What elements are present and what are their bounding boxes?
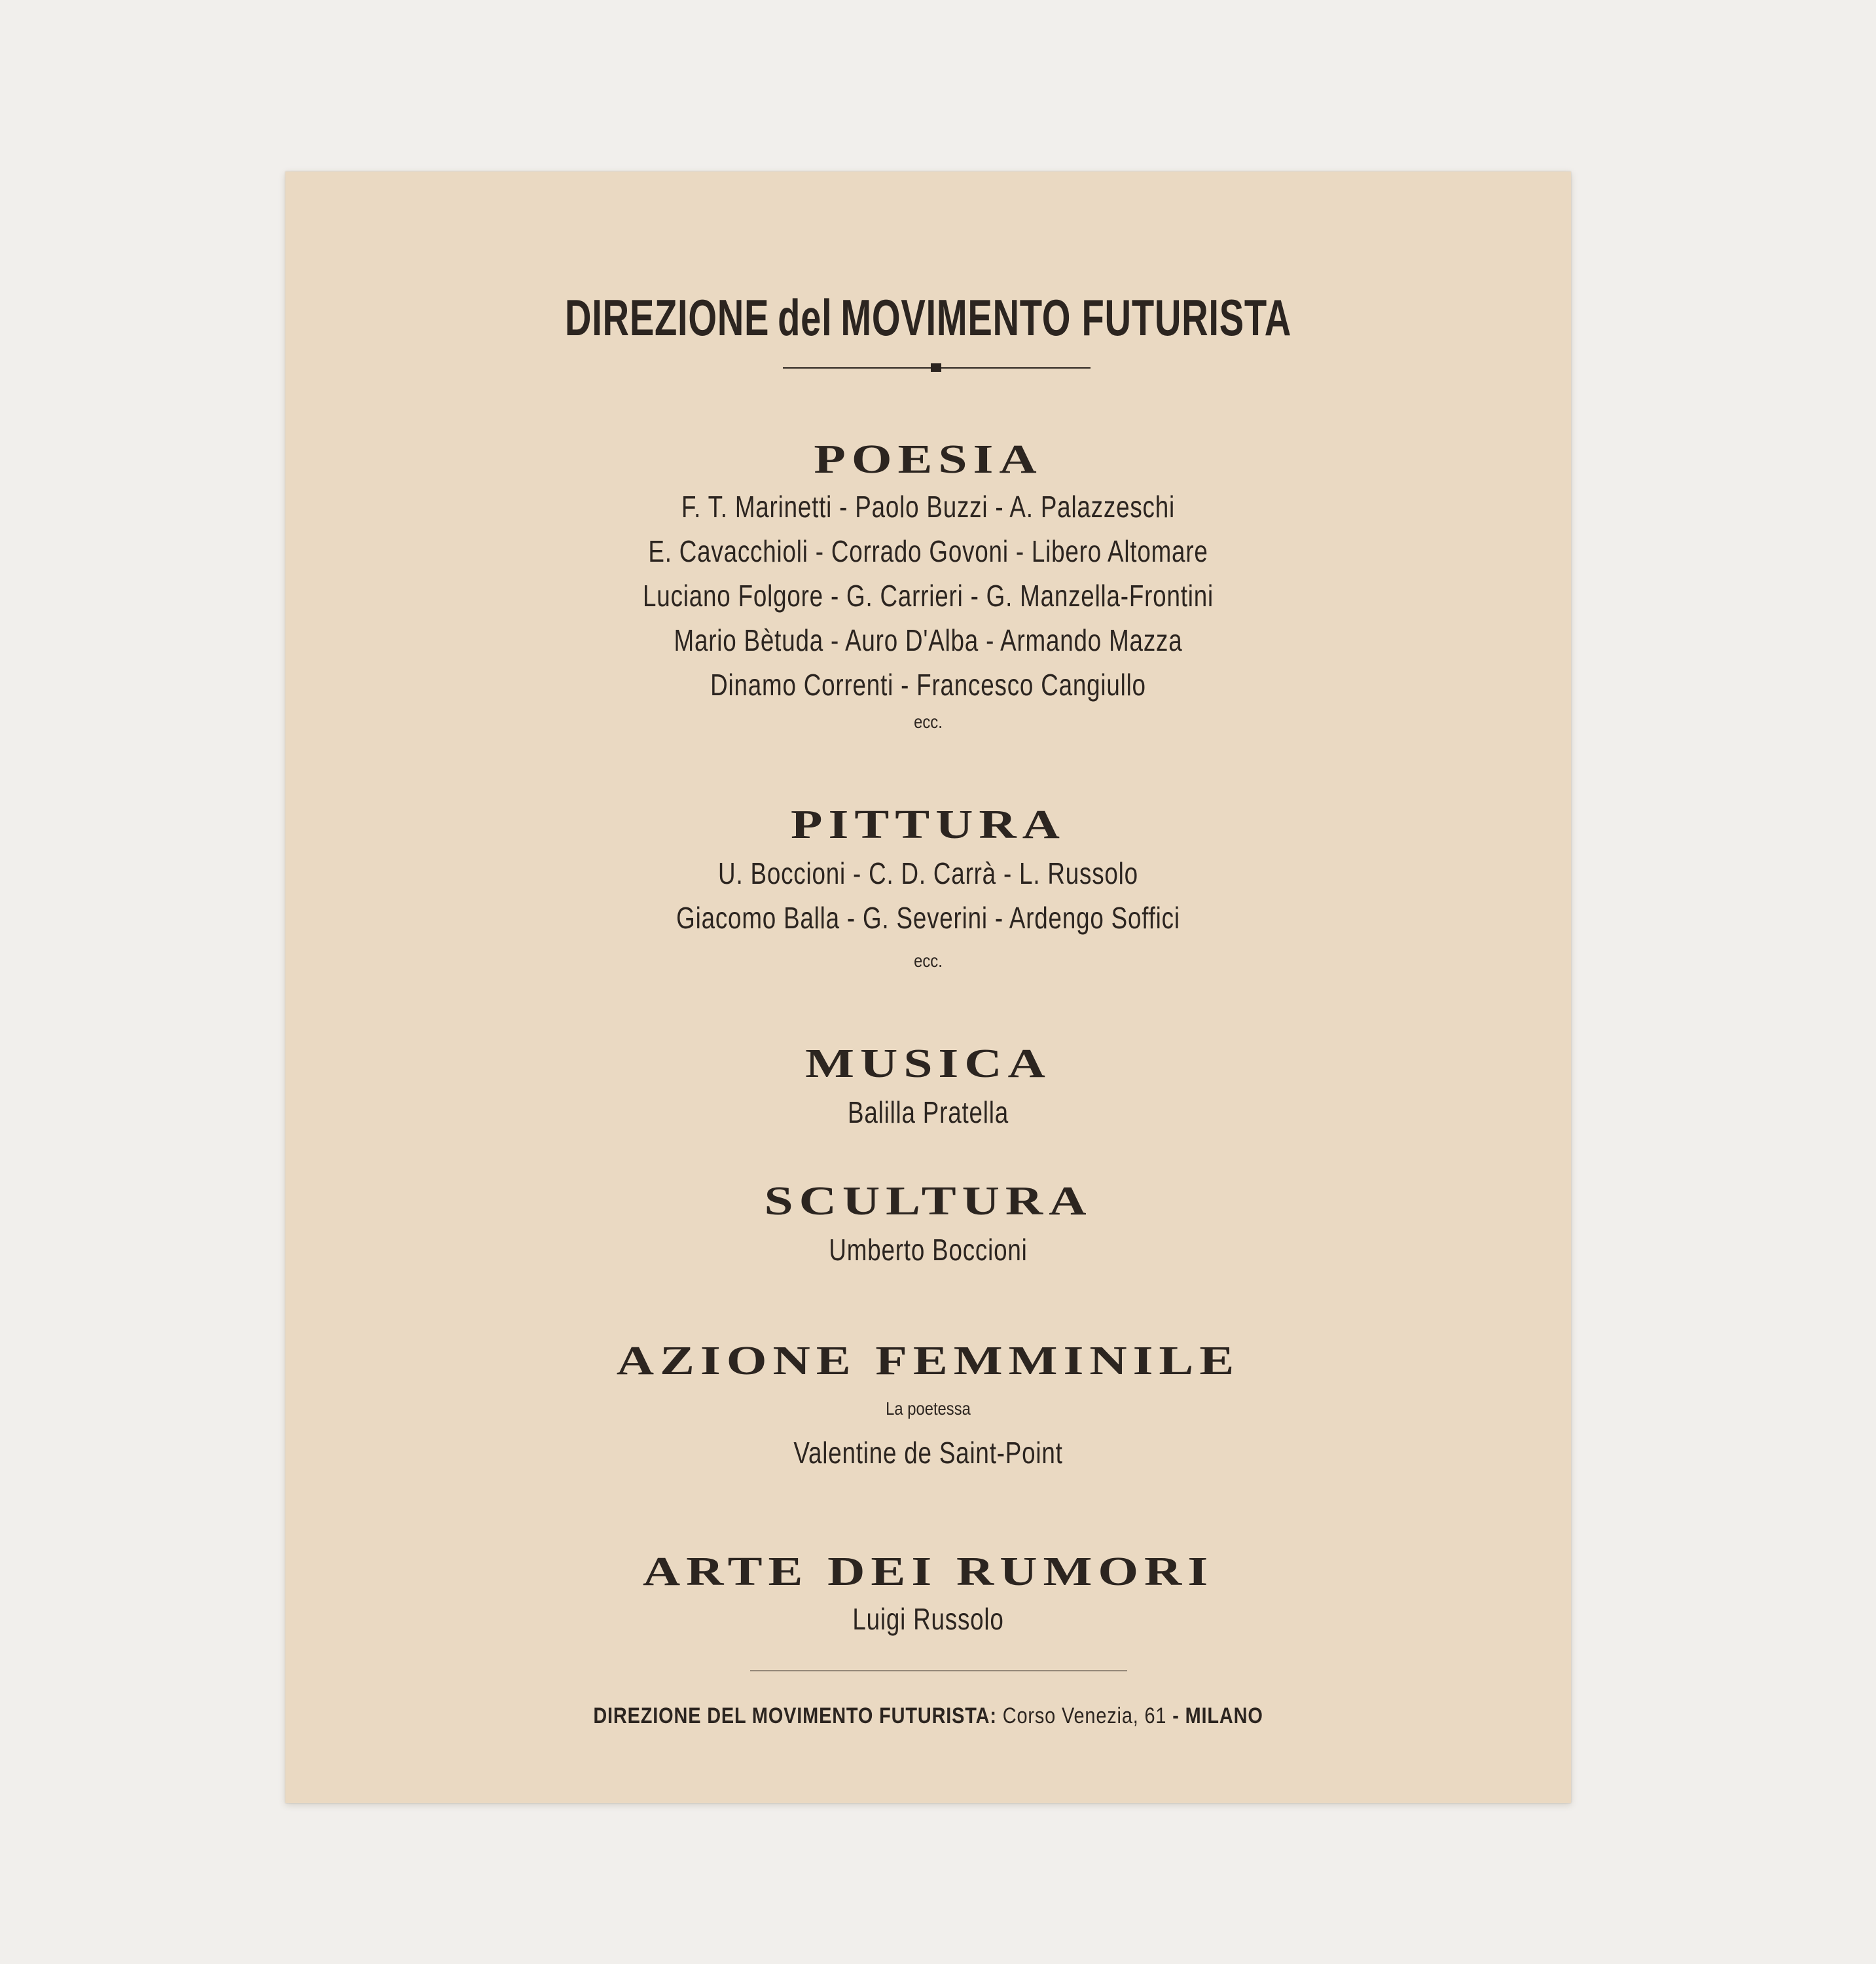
heading-azione-femminile: AZIONE FEMMINILE <box>616 1339 1240 1383</box>
poesia-line-1: F. T. Marinetti - Paolo Buzzi - A. Palazzeschi <box>681 490 1175 524</box>
pittura-line-1: U. Boccioni - C. D. Carrà - L. Russolo <box>718 856 1138 890</box>
azione-line-1: Valentine de Saint-Point <box>793 1436 1063 1470</box>
title-part-del: del <box>778 289 833 346</box>
heading-musica: MUSICA <box>805 1042 1051 1086</box>
poesia-line-3: Luciano Folgore - G. Carrieri - G. Manzella-Frontini <box>643 579 1214 613</box>
pittura-line-2: Giacomo Balla - G. Severini - Ardengo Soffici <box>676 901 1180 935</box>
azione-subtitle: La poetessa <box>886 1398 971 1419</box>
poesia-line-5: Dinamo Correnti - Francesco Cangiullo <box>710 668 1146 702</box>
heading-scultura: SCULTURA <box>764 1179 1092 1224</box>
footer-org: DIREZIONE DEL MOVIMENTO FUTURISTA: <box>593 1703 997 1728</box>
poesia-line-4: Mario Bètuda - Auro D'Alba - Armando Mazza <box>674 623 1183 657</box>
page-title <box>465 288 1391 348</box>
title-part-movimento: MOVIMENTO FUTURISTA <box>840 289 1292 346</box>
heading-poesia: POESIA <box>814 437 1043 482</box>
rumori-line-1: Luigi Russolo <box>852 1602 1004 1636</box>
musica-line-1: Balilla Pratella <box>848 1095 1009 1129</box>
leaflet-page <box>285 172 1571 1803</box>
heading-arte-dei-rumori: ARTE DEI RUMORI <box>642 1550 1214 1594</box>
footer-city: - MILANO <box>1166 1703 1263 1728</box>
footer-address <box>382 1703 1474 1729</box>
title-ornament <box>783 361 1091 374</box>
heading-pittura: PITTURA <box>791 803 1066 847</box>
footer-street: Corso Venezia, 61 <box>996 1703 1167 1728</box>
poesia-line-2: E. Cavacchioli - Corrado Govoni - Libero Altomare <box>648 534 1208 568</box>
title-part-direzione: DIREZIONE <box>564 289 770 346</box>
footer-rule <box>750 1670 1127 1671</box>
scultura-line-1: Umberto Boccioni <box>829 1233 1028 1267</box>
pittura-ecc: ecc. <box>914 951 943 971</box>
poesia-ecc: ecc. <box>914 712 943 732</box>
